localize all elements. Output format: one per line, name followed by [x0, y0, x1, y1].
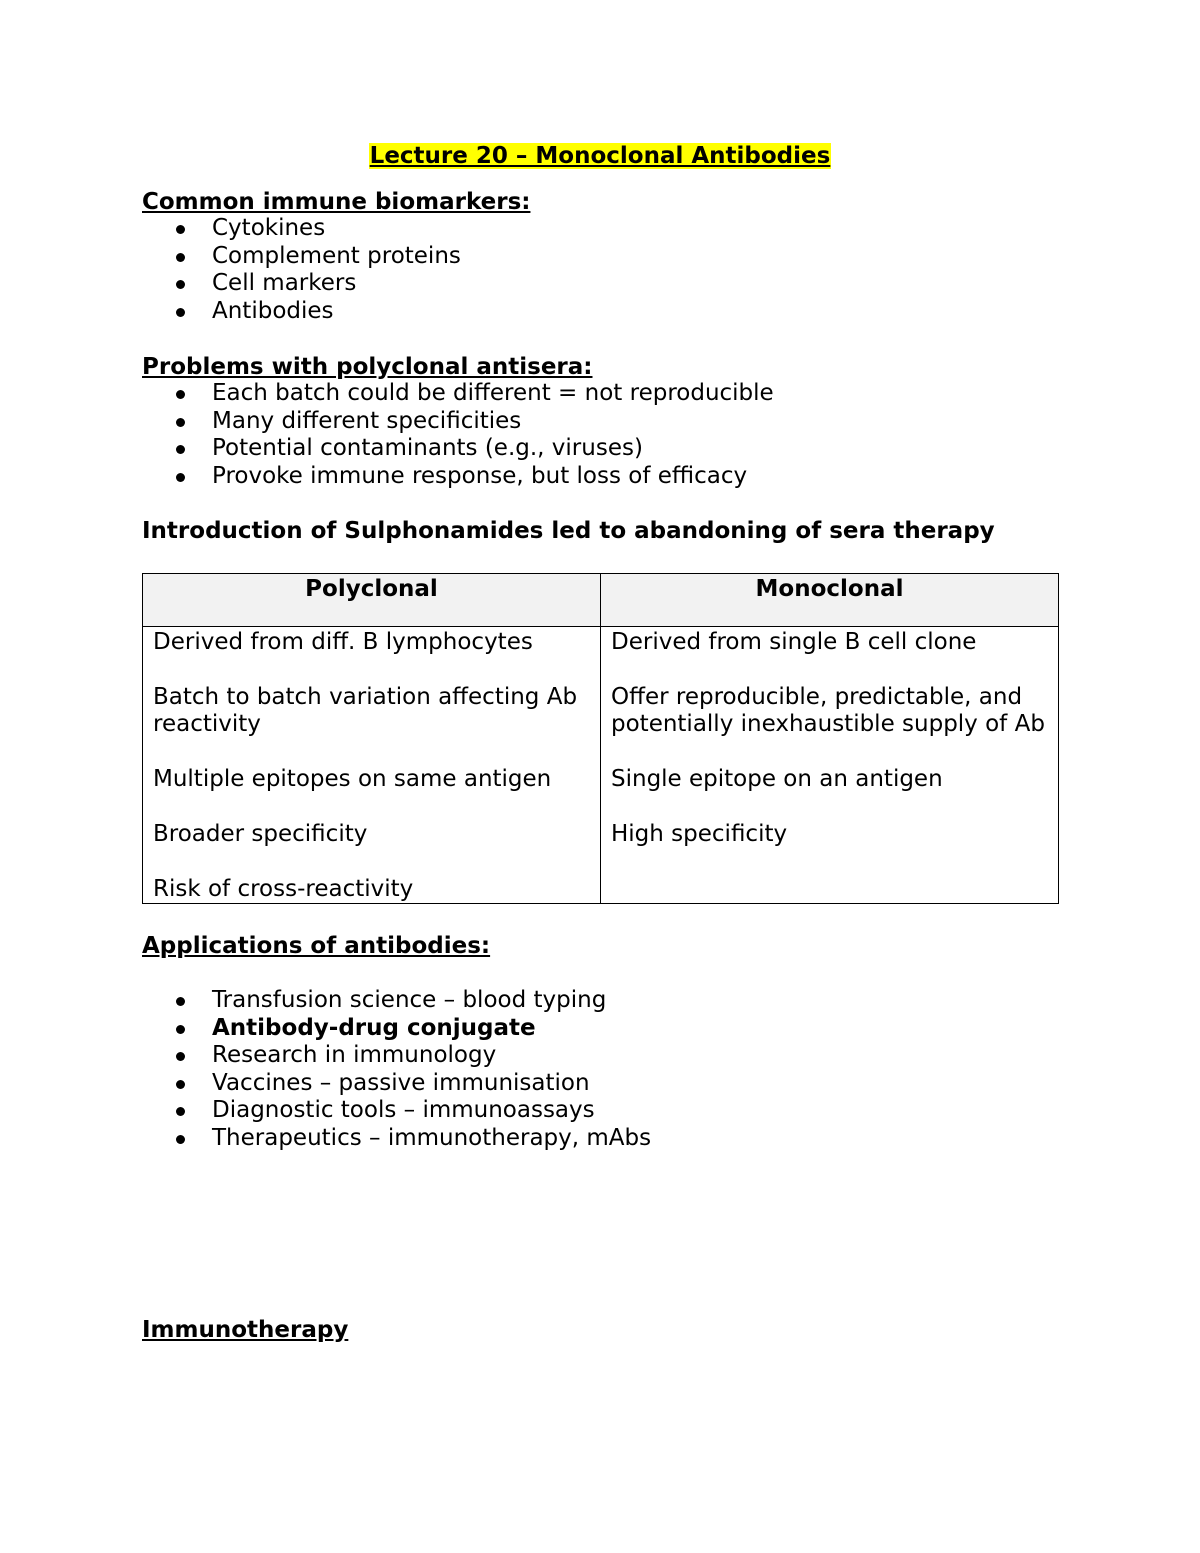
- list-item: Cytokines: [142, 215, 461, 243]
- section-heading-polyclonal-problems: Problems with polyclonal antisera:: [142, 354, 593, 380]
- list-item: Complement proteins: [142, 243, 461, 271]
- comparison-table: [142, 573, 1059, 904]
- list-item: Research in immunology: [142, 1042, 651, 1070]
- monoclonal-item: Single epitope on an antigen: [611, 766, 943, 792]
- section-heading-biomarkers: Common immune biomarkers:: [142, 189, 531, 215]
- page-title: Lecture 20 – Monoclonal Antibodies: [369, 143, 831, 169]
- monoclonal-item: High specificity: [611, 821, 788, 847]
- list-item: Antibody-drug conjugate: [142, 1015, 651, 1043]
- list-item: Diagnostic tools – immunoassays: [142, 1097, 651, 1125]
- table-row: [143, 627, 1059, 904]
- polyclonal-item: Multiple epitopes on same antigen: [153, 766, 552, 792]
- list-item: Vaccines – passive immunisation: [142, 1070, 651, 1098]
- section-heading-immunotherapy: Immunotherapy: [142, 1317, 349, 1343]
- list-item: Potential contaminants (e.g., viruses): [142, 435, 774, 463]
- polyclonal-cell: [143, 627, 601, 904]
- header-polyclonal: Polyclonal: [143, 574, 601, 627]
- header-monoclonal: Monoclonal: [601, 574, 1059, 627]
- polyclonal-item: Derived from diff. B lymphocytes: [153, 629, 533, 655]
- table-header-row: [143, 574, 1059, 627]
- polyclonal-item: Batch to batch variation affecting Ab reactivity: [153, 684, 578, 737]
- list-item: Provoke immune response, but loss of efficacy: [142, 463, 774, 491]
- list-item: Antibodies: [142, 298, 461, 326]
- polyclonal-item: Risk of cross-reactivity: [153, 876, 414, 902]
- list-item: Many different specificities: [142, 408, 774, 436]
- list-item: Each batch could be different = not reproducible: [142, 380, 774, 408]
- list-item: Therapeutics – immunotherapy, mAbs: [142, 1125, 651, 1153]
- biomarkers-list: [142, 215, 461, 325]
- monoclonal-item: Derived from single B cell clone: [611, 629, 977, 655]
- applications-list: [142, 987, 651, 1152]
- monoclonal-item: Offer reproducible, predictable, and potentially inexhaustible supply of Ab: [611, 684, 1045, 737]
- list-item: Cell markers: [142, 270, 461, 298]
- polyclonal-item: Broader specificity: [153, 821, 368, 847]
- polyclonal-problems-list: [142, 380, 774, 490]
- section-heading-applications: Applications of antibodies:: [142, 933, 491, 959]
- list-item: Transfusion science – blood typing: [142, 987, 651, 1015]
- monoclonal-cell: [601, 627, 1059, 904]
- intro-line: Introduction of Sulphonamides led to abandoning of sera therapy: [142, 518, 995, 544]
